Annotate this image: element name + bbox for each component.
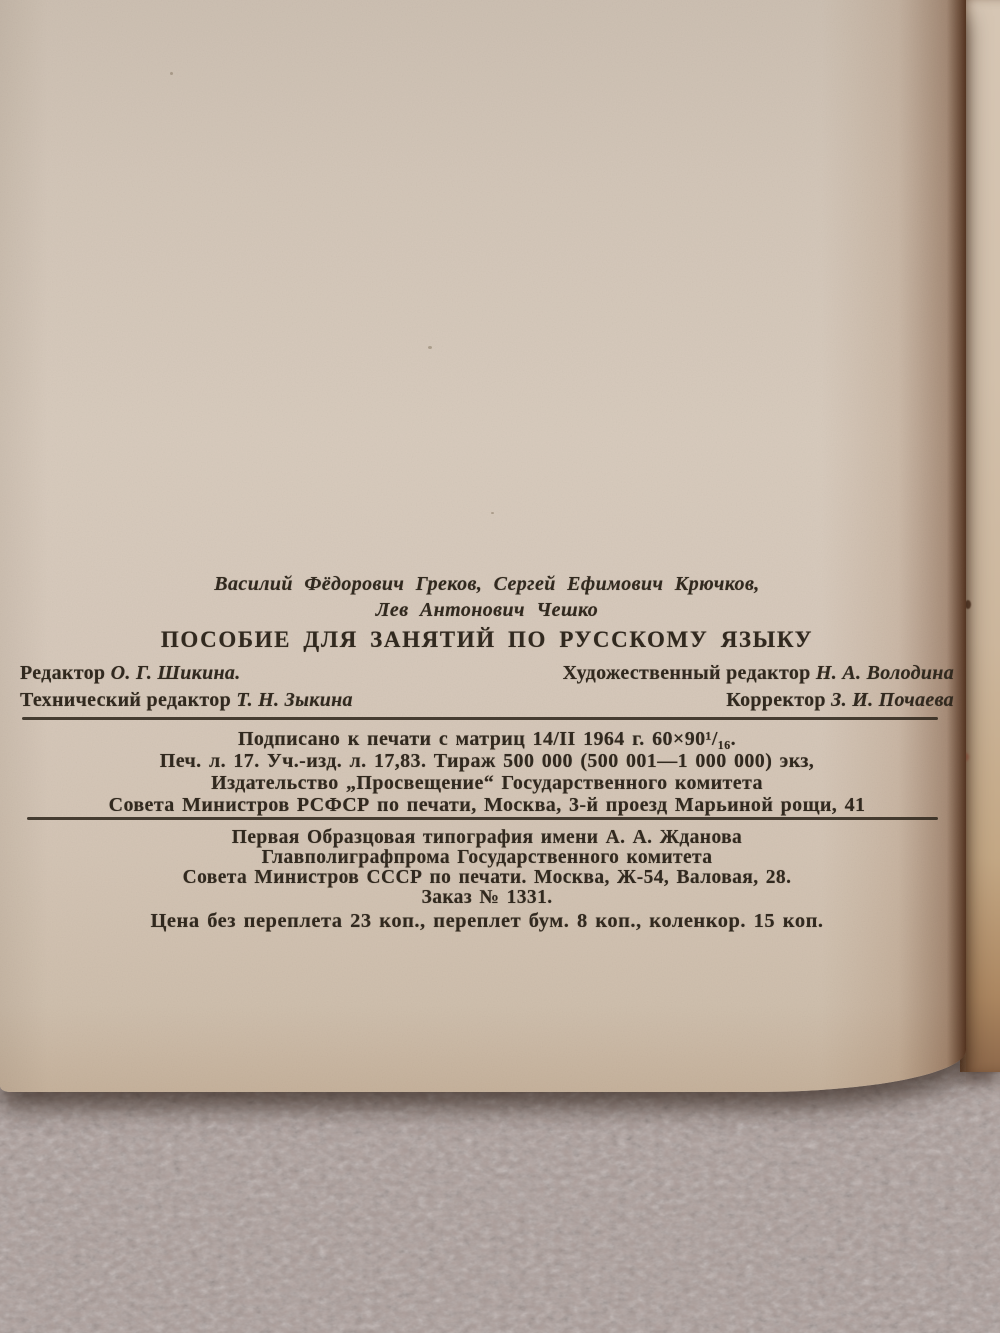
art-editor-entry	[563, 660, 954, 687]
divider-rule-bottom	[27, 817, 938, 820]
art-editor-label: Художественный редактор	[562, 662, 811, 684]
editors-rows	[20, 660, 954, 714]
proofreader-label: Корректор	[726, 689, 826, 711]
editor-entry	[20, 660, 241, 687]
editor-name: О. Г. Шикина.	[110, 662, 241, 684]
page-stack-edge	[960, 0, 1000, 1072]
imprint-line-4: Совета Министров РСФСР по печати, Москва, 3-й проезд Марьиной рощи, 41	[108, 794, 866, 816]
tech-editor-entry	[20, 687, 353, 714]
imprint-line-1: Подписано к печати с матриц 14/II 1964 г. 60×90¹/₁₆.	[237, 728, 737, 750]
printer-line-1: Первая Образцовая типография имени А. А. Жданова	[231, 827, 743, 848]
paper-speck	[170, 72, 173, 75]
editor-label: Редактор	[20, 662, 106, 684]
proofreader-name: З. И. Почаева	[831, 689, 954, 711]
proofreader-entry	[726, 687, 954, 714]
imprint-line-3: Издательство „Просвещение“ Государственного комитета	[211, 772, 763, 794]
printer-line-3: Совета Министров СССР по печати. Москва, Ж-54, Валовая, 28.	[182, 867, 792, 888]
colophon-block	[20, 560, 954, 932]
divider-rule-top	[22, 717, 938, 720]
tech-editor-name: Т. Н. Зыкина	[236, 689, 353, 711]
authors-line-1: Василий Фёдорович Греков, Сергей Ефимович Крючков,	[214, 573, 760, 595]
paper-speck	[428, 346, 432, 349]
book-title: ПОСОБИЕ ДЛЯ ЗАНЯТИЙ ПО РУССКОМУ ЯЗЫКУ	[160, 627, 814, 652]
price-line: Цена без переплета 23 коп., переплет бум. 8 коп., коленкор. 15 коп.	[150, 910, 824, 932]
imprint-line-2: Печ. л. 17. Уч.-изд. л. 17,83. Тираж 500 000 (500 001—1 000 000) экз,	[159, 750, 815, 772]
editors-row-1	[20, 660, 954, 687]
paper-speck	[491, 512, 494, 514]
printer-block	[20, 828, 954, 908]
editors-row-2	[20, 687, 954, 714]
imprint-block	[20, 728, 954, 816]
authors-line-2: Лев Антонович Чешко	[375, 599, 599, 621]
printer-line-2: Главполиграфпрома Государственного комитета	[261, 847, 713, 868]
tech-editor-label: Технический редактор	[20, 689, 232, 711]
printer-line-4: Заказ № 1331.	[421, 887, 553, 908]
art-editor-name: Н. А. Володина	[815, 662, 954, 684]
